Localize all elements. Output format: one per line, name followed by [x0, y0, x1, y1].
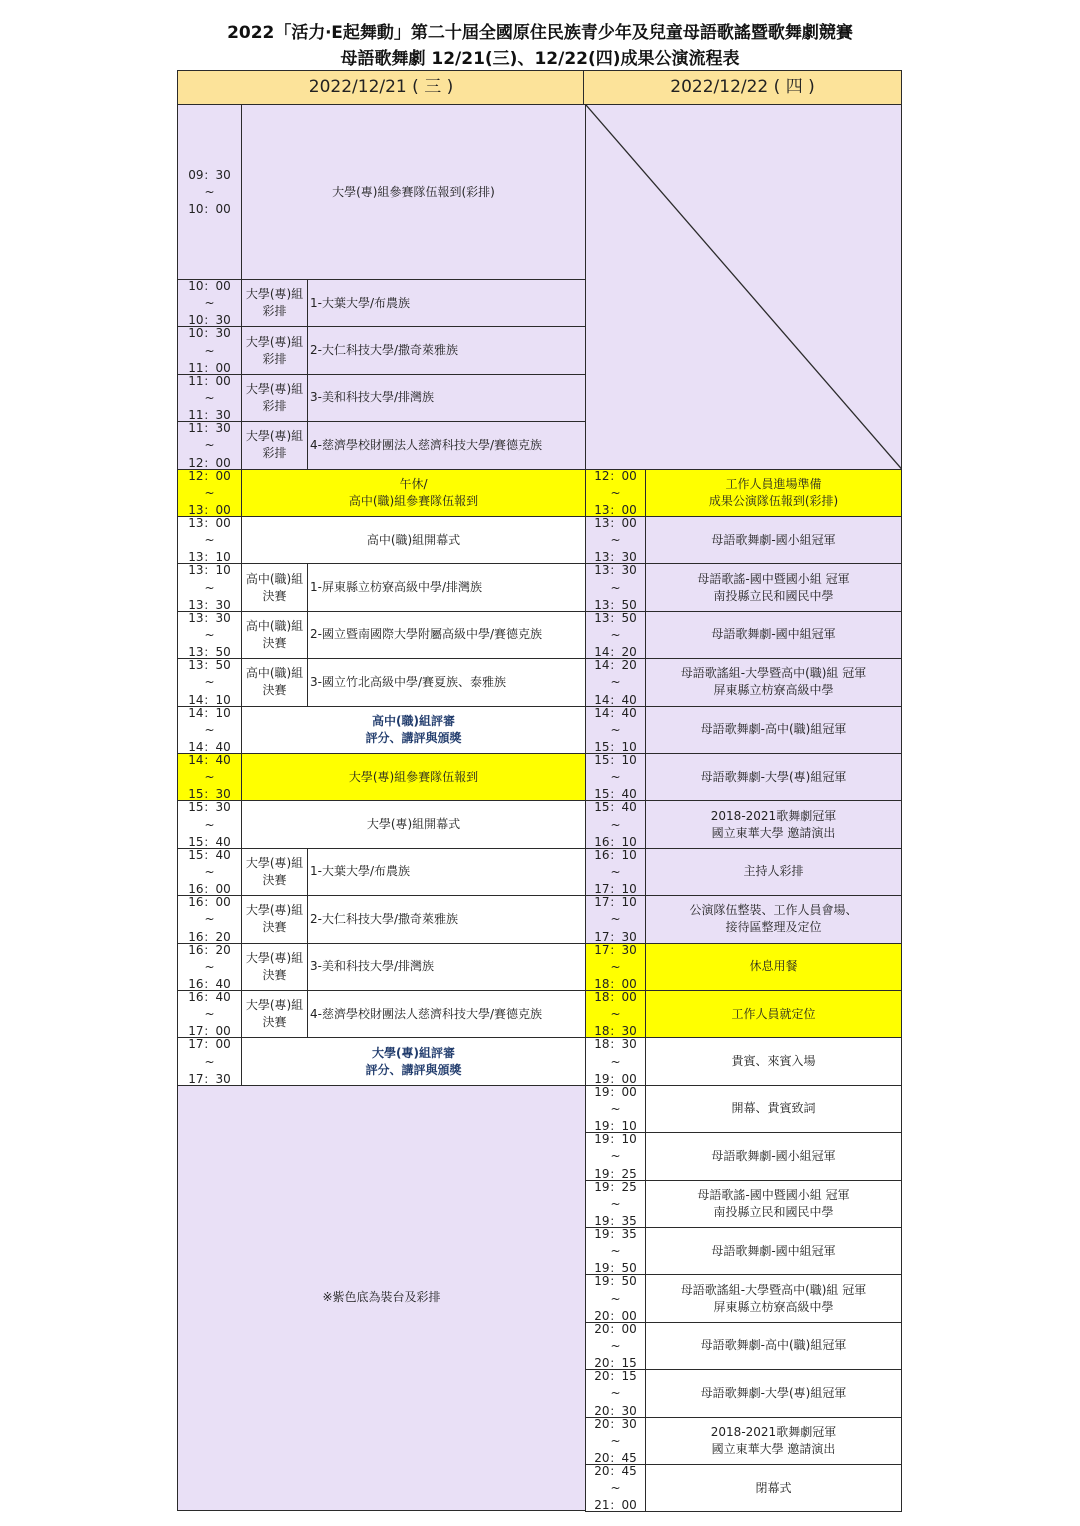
- time-cell: 14：40 ~ 15：10: [585, 706, 646, 754]
- program-item: 母語歌舞劇-國中組冠軍: [645, 1227, 902, 1275]
- program-item: 公演隊伍整裝、工作人員會場、 接待區整理及定位: [645, 895, 902, 943]
- time-cell: 13：50 ~ 14：10: [177, 658, 242, 706]
- program-item: 主持人彩排: [645, 848, 902, 896]
- time-cell: 16：40 ~ 17：00: [177, 990, 242, 1038]
- time-cell: 15：40 ~ 16：10: [585, 800, 646, 848]
- group-cell: 大學(專)組 彩排: [241, 374, 308, 422]
- time-cell: 20：30 ~ 20：45: [585, 1417, 646, 1465]
- program-item: 母語歌謠-國中暨國小組 冠軍 南投縣立民和國民中學: [645, 1180, 902, 1228]
- program-item: 大學(專)組參賽隊伍報到(彩排): [241, 104, 586, 280]
- time-cell: 16：00 ~ 16：20: [177, 895, 242, 943]
- group-cell: 大學(專)組 彩排: [241, 326, 308, 374]
- time-cell: 13：30 ~ 13：50: [585, 563, 646, 611]
- program-item: 母語歌謠組-大學暨高中(職)組 冠軍 屏東縣立枋寮高級中學: [645, 658, 902, 706]
- program-item: 工作人員就定位: [645, 990, 902, 1038]
- time-cell: 17：00 ~ 17：30: [177, 1037, 242, 1085]
- day1-header: 2022/12/21 ( 三 ): [177, 70, 585, 105]
- time-cell: 15：40 ~ 16：00: [177, 848, 242, 896]
- group-cell: 大學(專)組 決賽: [241, 895, 308, 943]
- time-cell: 14：20 ~ 14：40: [585, 658, 646, 706]
- program-item: 2-大仁科技大學/撒奇萊雅族: [307, 326, 586, 374]
- program-item: 大學(專)組開幕式: [241, 800, 586, 848]
- time-cell: 13：10 ~ 13：30: [177, 563, 242, 611]
- program-item: 工作人員進場準備 成果公演隊伍報到(彩排): [645, 469, 902, 517]
- time-cell: 20：15 ~ 20：30: [585, 1369, 646, 1417]
- time-cell: 20：45 ~ 21：00: [585, 1464, 646, 1512]
- time-cell: 15：30 ~ 15：40: [177, 800, 242, 848]
- diagonal-line: [586, 105, 902, 470]
- time-cell: 13：50 ~ 14：20: [585, 611, 646, 659]
- program-item: 3-美和科技大學/排灣族: [307, 374, 586, 422]
- group-cell: 高中(職)組 決賽: [241, 563, 308, 611]
- blank-cell: [585, 104, 902, 470]
- time-cell: 15：10 ~ 15：40: [585, 753, 646, 801]
- program-item: 高中(職)組評審 評分、講評與頒獎: [241, 706, 586, 754]
- time-cell: 13：30 ~ 13：50: [177, 611, 242, 659]
- program-item: 母語歌謠組-大學暨高中(職)組 冠軍 屏東縣立枋寮高級中學: [645, 1274, 902, 1322]
- program-item: 母語歌舞劇-大學(專)組冠軍: [645, 753, 902, 801]
- program-item: 1-大葉大學/布農族: [307, 848, 586, 896]
- program-item: 母語歌舞劇-國小組冠軍: [645, 1132, 902, 1180]
- program-item: 母語歌舞劇-國中組冠軍: [645, 611, 902, 659]
- program-item: 母語歌舞劇-高中(職)組冠軍: [645, 706, 902, 754]
- program-item: 3-美和科技大學/排灣族: [307, 943, 586, 991]
- group-cell: 大學(專)組 決賽: [241, 848, 308, 896]
- program-item: 開幕、貴賓致詞: [645, 1085, 902, 1133]
- program-item: 大學(專)組參賽隊伍報到: [241, 753, 586, 801]
- program-item: 2-大仁科技大學/撒奇萊雅族: [307, 895, 586, 943]
- group-cell: 大學(專)組 決賽: [241, 990, 308, 1038]
- time-cell: 11：30 ~ 12：00: [177, 421, 242, 469]
- group-cell: 大學(專)組 彩排: [241, 279, 308, 327]
- program-item: 1-大葉大學/布農族: [307, 279, 586, 327]
- time-cell: 17：30 ~ 18：00: [585, 943, 646, 991]
- time-cell: 14：10 ~ 14：40: [177, 706, 242, 754]
- group-cell: 高中(職)組 決賽: [241, 611, 308, 659]
- time-cell: 09：30 ~ 10：00: [177, 104, 242, 280]
- program-item: 2-國立暨南國際大學附屬高級中學/賽德克族: [307, 611, 586, 659]
- group-cell: 高中(職)組 決賽: [241, 658, 308, 706]
- group-cell: 大學(專)組 彩排: [241, 421, 308, 469]
- program-item: 休息用餐: [645, 943, 902, 991]
- program-item: 高中(職)組開幕式: [241, 516, 586, 564]
- time-cell: 10：30 ~ 11：00: [177, 326, 242, 374]
- time-cell: 19：35 ~ 19：50: [585, 1227, 646, 1275]
- time-cell: 13：00 ~ 13：10: [177, 516, 242, 564]
- program-item: 2018-2021歌舞劇冠軍 國立東華大學 邀請演出: [645, 800, 902, 848]
- time-cell: 18：00 ~ 18：30: [585, 990, 646, 1038]
- program-item: 2018-2021歌舞劇冠軍 國立東華大學 邀請演出: [645, 1417, 902, 1465]
- time-cell: 11：00 ~ 11：30: [177, 374, 242, 422]
- time-cell: 19：00 ~ 19：10: [585, 1085, 646, 1133]
- day2-header: 2022/12/22 ( 四 ): [583, 70, 902, 105]
- time-cell: 10：00 ~ 10：30: [177, 279, 242, 327]
- time-cell: 17：10 ~ 17：30: [585, 895, 646, 943]
- time-cell: 18：30 ~ 19：00: [585, 1037, 646, 1085]
- program-item: 貴賓、來賓入場: [645, 1037, 902, 1085]
- time-cell: 19：25 ~ 19：35: [585, 1180, 646, 1228]
- program-item: 4-慈濟學校財團法人慈濟科技大學/賽德克族: [307, 421, 586, 469]
- program-item: 母語歌謠-國中暨國小組 冠軍 南投縣立民和國民中學: [645, 563, 902, 611]
- page-subtitle: 母語歌舞劇 12/21(三)、12/22(四)成果公演流程表: [340, 49, 740, 69]
- program-item: 母語歌舞劇-大學(專)組冠軍: [645, 1369, 902, 1417]
- time-cell: 12：00 ~ 13：00: [585, 469, 646, 517]
- time-cell: 14：40 ~ 15：30: [177, 753, 242, 801]
- time-cell: 12：00 ~ 13：00: [177, 469, 242, 517]
- time-cell: 19：50 ~ 20：00: [585, 1274, 646, 1322]
- program-item: 4-慈濟學校財團法人慈濟科技大學/賽德克族: [307, 990, 586, 1038]
- program-item: 閉幕式: [645, 1464, 902, 1512]
- program-item: 母語歌舞劇-高中(職)組冠軍: [645, 1322, 902, 1370]
- group-cell: 大學(專)組 決賽: [241, 943, 308, 991]
- time-cell: 16：10 ~ 17：10: [585, 848, 646, 896]
- program-item: 3-國立竹北高級中學/賽夏族、泰雅族: [307, 658, 586, 706]
- time-cell: 19：10 ~ 19：25: [585, 1132, 646, 1180]
- time-cell: 16：20 ~ 16：40: [177, 943, 242, 991]
- program-item: 午休/ 高中(職)組參賽隊伍報到: [241, 469, 586, 517]
- purple-note: ※紫色底為裝台及彩排: [177, 1085, 586, 1511]
- program-item: 大學(專)組評審 評分、講評與頒獎: [241, 1037, 586, 1085]
- program-item: 1-屏東縣立枋寮高級中學/排灣族: [307, 563, 586, 611]
- time-cell: 20：00 ~ 20：15: [585, 1322, 646, 1370]
- page-title: 2022「活力‧E起舞動」第二十屆全國原住民族青少年及兒童母語歌謠暨歌舞劇競賽: [227, 23, 853, 43]
- time-cell: 13：00 ~ 13：30: [585, 516, 646, 564]
- program-item: 母語歌舞劇-國小組冠軍: [645, 516, 902, 564]
